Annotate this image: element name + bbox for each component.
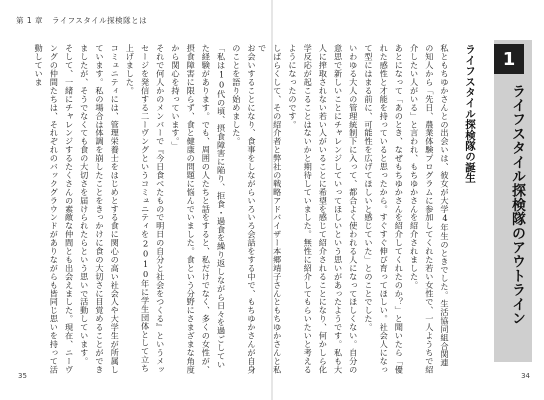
section-heading: ライフスタイル探検隊の誕生 [464,44,476,184]
left-page [0,0,271,400]
running-head-chapter-label: 第 1 章 [16,16,44,25]
running-head [16,15,156,26]
chapter-title: ライフスタイル探検隊のアウトライン [510,84,526,326]
chapter-number-badge: 1 [494,44,524,74]
right-page [257,0,544,400]
running-head-chapter-title: ライフスタイル探検隊とは [52,16,148,25]
left-page-body-text: お会いすることになり、食事をしながらいろいろ会話をする中で、もちゆかさんが自身のことを語り始めました。 「私は10代の頃、摂食障害に陥り、拒食・過食を繰り返しながら日々を過ごしていた経験があります。でも、周囲の人たちと話をすると、私だけでなく、多くの女性が、摂食障害に限らず、食と健康の問題に悩んでいました。食という分野にさまざまな角度から関心を持っています。」 それで何人かのメンバーで『今日食べたもので明日の自分と社会をつくる』というメッセージを発信する二ーヴングというコミュニティを2010年に学生団体として立ち上げました。 コミュニティには、管理栄養士をはじめとする食に関心の高い社会人や大学生が所属しています。私の場合は体調を崩したことをきっかけに食の大切さに目覚めることができましたが、そうでなくても食の大切さを届けられたらという思いで活動しています。 そして、一緒にチャレンジするたくさんの素敵な仲間とも出会えました。現在、ニーヴングの仲間たちは、それぞれのバックグラウンドがありながらも皆同じ思いを持って活動していま [34,44,257,374]
page-number-right: 34 [521,372,530,380]
right-page-body-text: 私ともちゆかさんとの出会いは、彼女が大学4年生のときでした。生活協同組合関連の知人から「先日、農業体験プログラムに参加してくれた若い女性で、一人ようちで紹介したい人がいる」と言われ、もちゆかさんを紹介されました。 あとになって「あのとき、なぜもちゆかさんを紹介してくれたのか？」と聞いたら「優れた感性と才能を持っていると思ったから。すぐすぐ伸び育ってほしい。社会人になって型にはまる前に、可能性を広げてほしいと感じていた」とのことでした。 いわゆる大人の管理統制下に入って、都合よく使われる人になってほしくない。自分の意思で新しいことにチャレンジしていってほしいという思いがあったようです。私も大人に搾取されない若い人がいることに希望を感じて紹介されることになり、何かしら化学反応が起こることはないかと期待していました。無性に紹介してもらいたいと考えるようになったのです。 しばらくして、その紹介者と弊社の戦略アドバイザー本郷靖子さんともちゆかさんと私で [257,44,450,374]
page-number-left: 35 [18,372,27,380]
